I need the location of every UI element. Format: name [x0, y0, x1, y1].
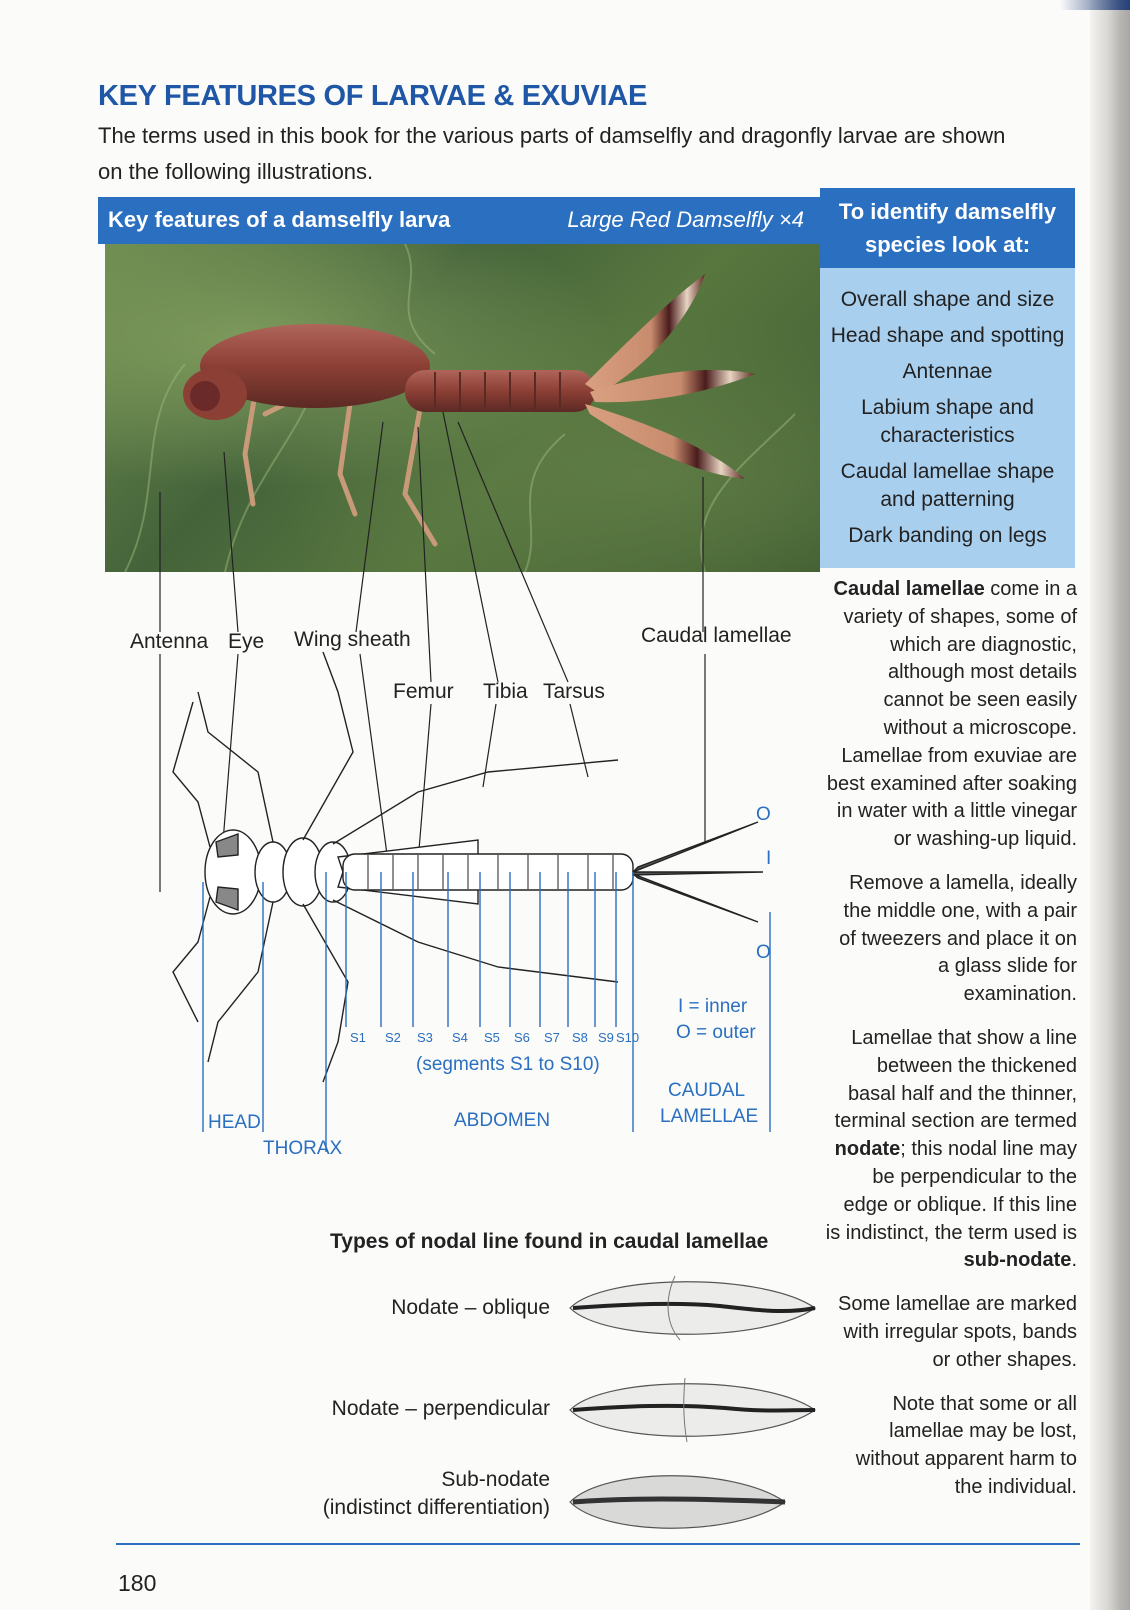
footer-rule [116, 1543, 1080, 1545]
sidebar-heading-line1: To identify damselfly [838, 199, 1057, 224]
nodal-types-title: Types of nodal line found in caudal lamellae [330, 1230, 769, 1253]
region-abdomen: ABDOMEN [454, 1110, 551, 1131]
nodal-label-perpendicular: Nodate – perpendicular [331, 1397, 550, 1420]
identification-sidebar [820, 188, 1075, 568]
segment-label: S10 [616, 1030, 640, 1045]
sidebar-item: Antennae [902, 360, 993, 383]
lamella-oblique-illustration [565, 1268, 825, 1348]
region-lamellae: LAMELLAE [660, 1106, 759, 1127]
note-term: nodate [834, 1138, 901, 1161]
page-title: KEY FEATURES OF LARVAE & EXUVIAE [98, 80, 648, 112]
region-caudal: CAUDAL [668, 1080, 746, 1101]
page-number: 180 [118, 1570, 157, 1596]
note-remove-lamella: Remove a lamella, ideally the middle one, with a pair of tweezers and place it on a glass slide for examination. [839, 871, 1077, 1006]
sidebar-list [820, 286, 1075, 558]
label-wing-sheath: Wing sheath [294, 628, 411, 651]
lamella-mark-outer: O [756, 942, 771, 963]
sidebar-item: Labium shape and characteristics [861, 396, 1034, 447]
region-thorax: THORAX [263, 1138, 343, 1159]
note-term: sub-nodate [963, 1249, 1072, 1272]
label-tarsus: Tarsus [543, 680, 605, 703]
nodal-label-line: (indistinct differentiation) [322, 1496, 550, 1519]
note-text: . [1071, 1249, 1077, 1272]
figure-header-label: Key features of a damselfly larva [108, 207, 451, 232]
nodal-label-line: Sub-nodate [441, 1468, 550, 1491]
note-markings: Some lamellae are marked with irregular spots, bands or other shapes. [838, 1293, 1077, 1371]
figure-species: Large Red Damselfly ×4 [567, 207, 804, 232]
page-gutter-shadow [1090, 0, 1130, 1610]
sidebar-heading-line2: species look at: [864, 232, 1031, 257]
label-caudal-lamellae: Caudal lamellae [641, 624, 792, 647]
label-antenna: Antenna [130, 630, 209, 653]
page-corner [1060, 0, 1130, 10]
segment-label: S2 [385, 1030, 401, 1045]
lamella-mark-inner: I [766, 848, 772, 869]
segment-label: S5 [484, 1030, 500, 1045]
lamella-perpendicular-illustration [565, 1370, 825, 1450]
nodal-label-subnodate [290, 1466, 550, 1522]
larva-photo [105, 244, 820, 572]
region-head: HEAD [208, 1112, 261, 1133]
key-inner: I = inner [678, 996, 748, 1017]
note-lost-lamellae: Note that some or all lamellae may be lost, without apparent harm to the individual. [855, 1392, 1077, 1498]
figure-header [98, 197, 820, 244]
sidebar-item: Head shape and spotting [830, 324, 1065, 347]
segment-label: S6 [514, 1030, 530, 1045]
note-text: ; this nodal line may be perpendicular to the edge or oblique. If this line is indistinct, the term used is [825, 1138, 1077, 1244]
lamella-mark-outer: O [756, 804, 771, 825]
label-femur: Femur [393, 680, 454, 703]
sidebar-item: Caudal lamellae shape and patterning [840, 460, 1055, 511]
sidebar-item: Dark banding on legs [848, 524, 1047, 547]
notes-column [825, 576, 1077, 1518]
segments-caption: (segments S1 to S10) [416, 1054, 600, 1075]
intro-text: The terms used in this book for the various parts of damselfly and dragonfly larvae are shown on the following illustrations. [98, 123, 1006, 184]
segment-label: S3 [417, 1030, 433, 1045]
note-text: come in a variety of shapes, some of which are diagnostic, although most details cannot be seen easily without a microscope. Lamellae from exuviae are best examined after soaking in water with a little vinegar or washing-up liquid. [826, 578, 1077, 851]
nodal-label-oblique: Nodate – oblique [391, 1296, 550, 1319]
segment-label: S9 [598, 1030, 614, 1045]
segment-label: S7 [544, 1030, 560, 1045]
note-caudal-lamellae [825, 576, 1077, 854]
sidebar-heading [820, 188, 1075, 268]
lamella-subnodate-illustration [565, 1462, 795, 1542]
segment-label: S8 [572, 1030, 588, 1045]
key-outer: O = outer [676, 1022, 756, 1043]
segment-label: S1 [350, 1030, 366, 1045]
note-text: Lamellae that show a line between the thickened basal half and the thinner, terminal section are termed [834, 1026, 1077, 1133]
larva-photo-illustration [105, 244, 820, 572]
sidebar-item: Overall shape and size [840, 288, 1055, 311]
note-nodate [825, 1025, 1077, 1275]
note-term: Caudal lamellae [833, 578, 985, 600]
label-eye: Eye [228, 630, 265, 653]
segment-label: S4 [452, 1030, 468, 1045]
label-tibia: Tibia [483, 680, 528, 703]
